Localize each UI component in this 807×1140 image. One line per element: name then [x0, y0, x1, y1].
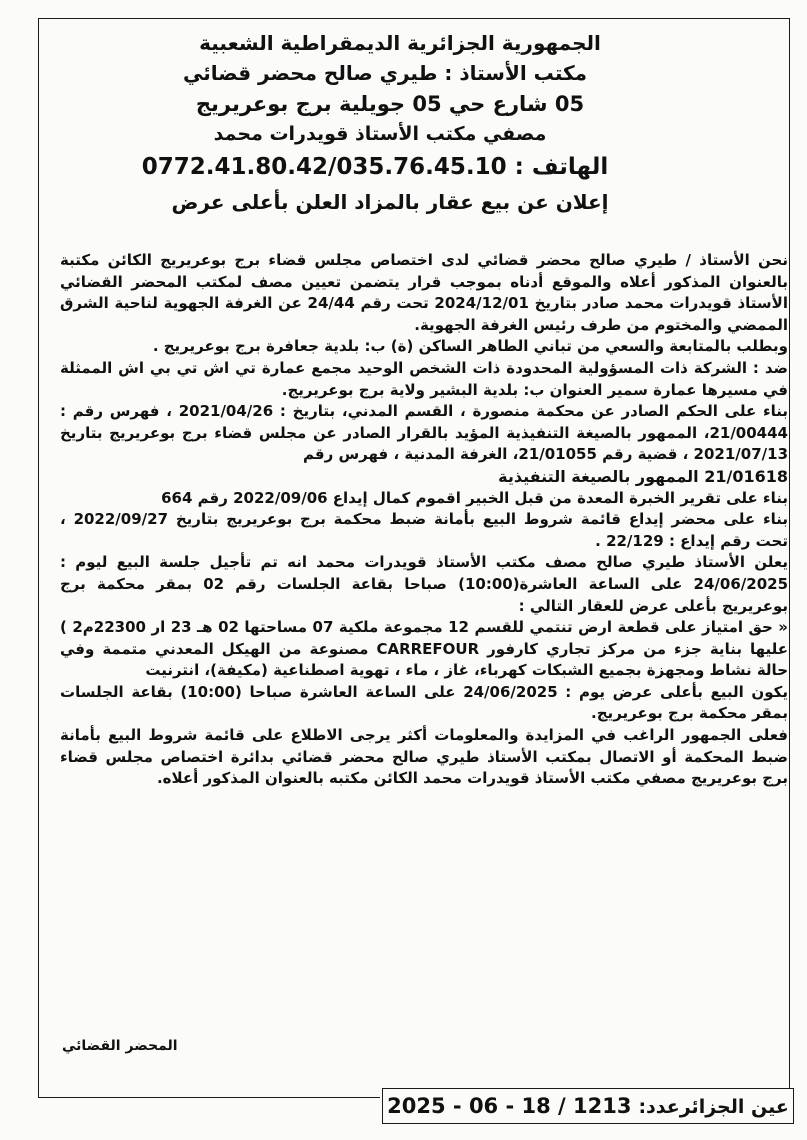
publication-label: عين الجزائرعدد: — [638, 1096, 789, 1118]
sale-date-paragraph: يكون البيع بأعلى عرض يوم : 24/06/2025 على الساعة العاشرة صباحا (10:00) بقاعة الجلسات بمقر محكمة برج بوعريريج. — [60, 682, 788, 723]
requester-paragraph: وبطلب بالمتابعة والسعي من تباني الطاهر الساكن (ة) ب: بلدية جعافرة برج بوعريريج . — [152, 337, 788, 356]
publication-reference-box — [382, 1088, 794, 1124]
announcement-paragraph: يعلن الأستاذ طيري صالح مصف مكتب الأستاذ قويدرات محمد انه تم تأجيل جلسة البيع ليوم : 24/06/2025 على الساعة العاشرة(10:00) صباحا بقاعة الجلسات رقم 02 بمقر محكمة برج بوعريريج بأعلى عرض للعقار التالي : — [60, 553, 788, 615]
public-invitation-paragraph: فعلى الجمهور الراغب في المزايدة والمعلومات أكثر يرجى الاطلاع على قائمة شروط البيع بأمانة ضبط المحكمة أو الاتصال بمكتب الأستاذ طيري صالح محضر قضائي بدائرة اختصاص مجلس قضاء برج بوعريريج مصفي مكتب الأستاذ قويدرات محمد الكائن مكتبه بالعنوان المذكور أعلاه. — [60, 726, 788, 788]
publication-number-date: 2025 - 06 - 18 / 1213 — [387, 1094, 632, 1118]
judgment-paragraph: بناء على الحكم الصادر عن محكمة منصورة ، القسم المدني، بتاريخ : 2021/04/26 ، فهرس رقم : 21/00444، الممهور بالصيغة التنفيذية المؤيد بالقرار الصادر عن مجلس قضاء برج بوعريريج بتاريخ 2021/07/13 ، قضية رقم 21/01055، الغرفة المدنية ، فهرس رقم — [60, 402, 788, 464]
expertise-paragraph: بناء على تقرير الخبرة المعدة من قبل الخبير اقموم كمال إيداع 2022/09/06 رقم 664 — [161, 488, 788, 507]
notice-title: إعلان عن بيع عقار بالمزاد العلن بأعلى عرض — [171, 190, 609, 214]
judgment-index-line: 21/01618 الممهور بالصيغة التنفيذية — [498, 466, 788, 486]
intro-paragraph: نحن الأستاذ / طيري صالح محضر قضائي لدى اختصاص مجلس قضاء برج بوعريريج الكائن مكتبة بالعنوان المذكور أعلاه والموقع أدناه بموجب قرار يتضمن تعيين مصف لمكتب المحضر القضائي الأستاذ قويدرات محمد صادر بتاريخ 2024/12/01 تحت رقم 24/44 عن الغرفة الجهوية لناحية الشرق الممضي والمختوم من طرف رئيس الغرفة الجهوية. — [60, 251, 788, 334]
defendant-paragraph: ضد : الشركة ذات المسؤولية المحدودة ذات الشخص الوحيد مجمع عمارة تي اش تي بي اش الممثلة في مسيرها عمارة سمير العنوان ب: بلدية البشير ولاية برج بوعريريج. — [60, 358, 788, 399]
liquidator-line: مصفي مكتب الأستاذ قويدرات محمد — [213, 123, 547, 145]
property-description-paragraph: « حق امتياز على قطعة ارض تنتمي للقسم 12 مجموعة ملكية 07 مساحتها 02 هـ 23 ار 22300م2 ) عليها بناية جزء من مركز تجاري كارفور CARREFOUR مصنوعة من الهيكل المعدني متممة وفي حالة نشاط ومجهزة بجميع الشبكات كهرباء، غاز ، ماء ، تهوية اصطناعية (مكيفة)، انترنيت — [60, 618, 788, 680]
notice-body — [60, 250, 788, 790]
deposit-paragraph: بناء على محضر إيداع قائمة شروط البيع بأمانة ضبط محكمة برج بوعريريج بتاريخ 2022/09/27 ، تحت رقم إيداع : 22/129 . — [60, 510, 789, 550]
office-address: 05 شارع حي 05 جويلية برج بوعريريج — [195, 92, 585, 116]
notice-header — [60, 28, 770, 218]
phone-number: 0772.41.80.42/035.76.45.10 — [141, 154, 507, 180]
phone-line — [60, 148, 690, 186]
bailiff-signature: المحضر القضائي — [62, 1038, 178, 1054]
republic-heading: الجمهورية الجزائرية الديمقراطية الشعبية — [199, 31, 601, 55]
bailiff-office-heading: مكتب الأستاذ : طيري صالح محضر قضائي — [182, 61, 587, 85]
phone-label: الهاتف : — [514, 154, 609, 180]
